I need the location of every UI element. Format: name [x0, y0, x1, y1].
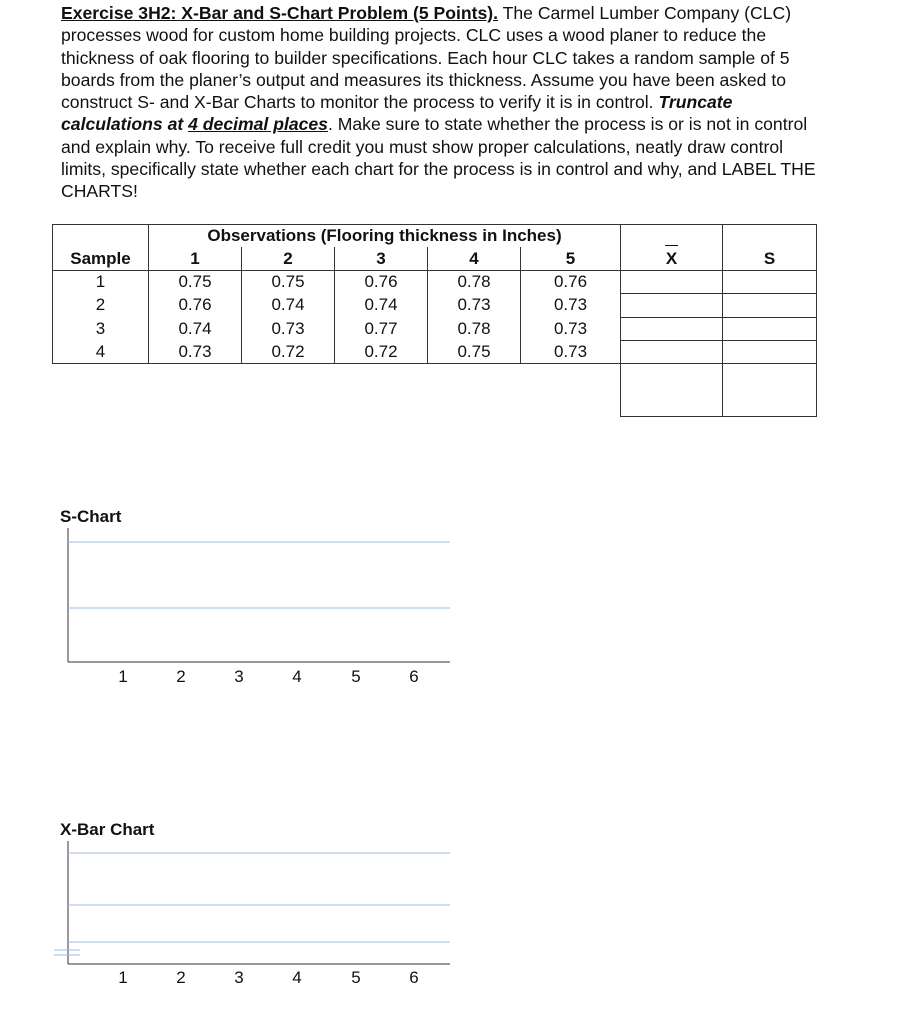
value-cell: 0.76 [521, 270, 621, 293]
s-chart-tick-label: 3 [234, 667, 244, 685]
value-cell: 0.78 [428, 317, 521, 340]
xbar-chart-tick-label: 3 [234, 968, 244, 987]
problem-statement [61, 2, 821, 203]
value-cell: 0.72 [242, 340, 335, 363]
table-row [53, 340, 817, 363]
xbar-chart-tick-label: 4 [292, 968, 302, 987]
value-cell: 0.76 [149, 294, 242, 317]
observations-header: Observations (Flooring thickness in Inches) [149, 225, 621, 248]
s-chart-tick-label: 6 [409, 667, 419, 685]
s-answer-cell[interactable] [723, 340, 817, 363]
value-cell: 0.73 [428, 294, 521, 317]
s-chart-tick-label: 2 [176, 667, 186, 685]
problem-text-2: . Make sure to state whether the process is or is not in control and explain why. To receive full credit you must show proper calculations, neatly draw control limits, specifically state whether each chart for the process is in control and why, and LABEL THE CHARTS! [61, 114, 816, 202]
value-cell: 0.75 [149, 270, 242, 293]
xbar-answer-cell[interactable] [621, 294, 723, 317]
sample-cell: 3 [53, 317, 149, 340]
obs-number-5: 5 [521, 247, 621, 270]
value-cell: 0.75 [242, 270, 335, 293]
sample-cell: 1 [53, 270, 149, 293]
value-cell: 0.73 [521, 294, 621, 317]
xbar-chart-tick-label: 2 [176, 968, 186, 987]
xbar-chart[interactable] [50, 838, 460, 988]
table-row [53, 294, 817, 317]
value-cell: 0.74 [149, 317, 242, 340]
problem-emphasis-1: Truncate calculations at [61, 92, 733, 135]
s-average-cell[interactable] [723, 364, 817, 417]
s-answer-cell[interactable] [723, 270, 817, 293]
value-cell: 0.74 [242, 294, 335, 317]
obs-number-3: 3 [335, 247, 428, 270]
sample-header: Sample [53, 247, 149, 270]
xbar-chart-tick-label: 6 [409, 968, 419, 987]
averages-row-spacer [53, 364, 621, 417]
value-cell: 0.74 [335, 294, 428, 317]
s-chart-tick-label: 4 [292, 667, 302, 685]
averages-row [53, 364, 817, 417]
obs-number-2: 2 [242, 247, 335, 270]
obs-number-1: 1 [149, 247, 242, 270]
xbar-answer-cell[interactable] [621, 270, 723, 293]
sample-cell: 4 [53, 340, 149, 363]
sample-cell: 2 [53, 294, 149, 317]
xbar-header [621, 247, 723, 270]
table-row [53, 270, 817, 293]
value-cell: 0.73 [242, 317, 335, 340]
xbar-chart-tick-label: 5 [351, 968, 361, 987]
value-cell: 0.73 [521, 317, 621, 340]
s-chart[interactable] [50, 525, 460, 685]
s-header: S [723, 247, 817, 270]
value-cell: 0.75 [428, 340, 521, 363]
value-cell: 0.73 [149, 340, 242, 363]
xbar-average-cell[interactable] [621, 364, 723, 417]
value-cell: 0.72 [335, 340, 428, 363]
problem-text-1: The Carmel Lumber Company (CLC) processes wood for custom home building projects. CLC uses a wood planer to reduce the thickness of oak flooring to builder specifications. Each hour CLC takes a random sample of 5 boards from the planer’s output and measures its thickness. Assume you have been asked to construct S- and X-Bar Charts to monitor the process to verify it is in control. [61, 3, 792, 113]
xbar-answer-cell[interactable] [621, 340, 723, 363]
s-answer-cell[interactable] [723, 317, 817, 340]
s-answer-cell[interactable] [723, 294, 817, 317]
problem-title: Exercise 3H2: X-Bar and S-Chart Problem (5 Points). [61, 3, 499, 23]
problem-emphasis-2: 4 decimal places [188, 114, 328, 135]
sample-header-top [53, 225, 149, 248]
s-chart-label: S-Chart [60, 507, 122, 526]
s-header-top [723, 225, 817, 248]
s-chart-tick-label: 5 [351, 667, 361, 685]
s-chart-tick-label: 1 [118, 667, 128, 685]
value-cell: 0.73 [521, 340, 621, 363]
xbar-chart-label: X-Bar Chart [60, 820, 155, 839]
table-row [53, 317, 817, 340]
xbar-chart-tick-label: 1 [118, 968, 128, 987]
value-cell: 0.77 [335, 317, 428, 340]
value-cell: 0.76 [335, 270, 428, 293]
obs-number-4: 4 [428, 247, 521, 270]
value-cell: 0.78 [428, 270, 521, 293]
observations-table [52, 224, 817, 417]
xbar-answer-cell[interactable] [621, 317, 723, 340]
xbar-symbol: X [665, 248, 678, 268]
